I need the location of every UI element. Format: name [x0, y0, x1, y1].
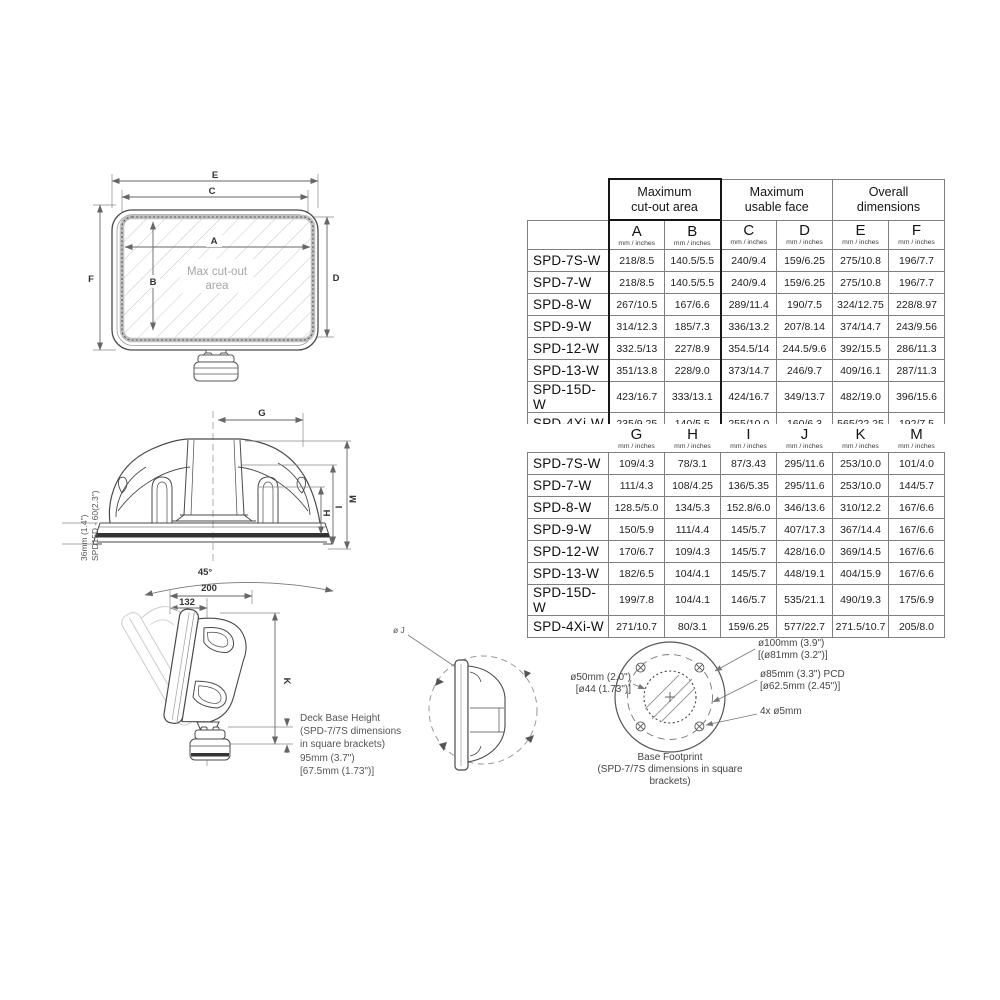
base-footprint-drawing [545, 622, 895, 802]
dimension-value: 167/6.6 [889, 563, 945, 585]
column-head-d [777, 220, 833, 250]
dimension-value: 295/11.6 [777, 453, 833, 475]
dimension-value: 104/4.1 [665, 585, 721, 616]
dimension-value: 152.8/6.0 [721, 497, 777, 519]
group-overall-line2: dimensions [856, 199, 921, 214]
column-head-a [609, 220, 665, 250]
label-column-head [528, 220, 609, 250]
footprint-caption-line2: (SPD-7/7S dimensions in square [597, 764, 743, 775]
dimension-value: 109/4.3 [665, 541, 721, 563]
dimension-value: 275/10.8 [833, 250, 889, 272]
table-row [528, 360, 945, 382]
dimension-value: 128.5/5.0 [609, 497, 665, 519]
footprint-caption-line3: brackets) [649, 776, 691, 787]
dimension-value: 336/13.2 [721, 316, 777, 338]
model-name: SPD-9-W [528, 519, 609, 541]
unit-m: mm / inches [898, 442, 935, 450]
dimension-value: 145/5.7 [721, 519, 777, 541]
dimension-value: 253/10.0 [833, 453, 889, 475]
dimension-value: 228/9.0 [665, 360, 721, 382]
group-header-overall [833, 179, 945, 220]
mount-base-tilt [190, 722, 230, 760]
dimension-value: 87/3.43 [721, 453, 777, 475]
tilt-view-drawing [105, 558, 340, 823]
dimension-value: 167/6.6 [889, 497, 945, 519]
dimension-value: 199/7.8 [609, 585, 665, 616]
dim-label-h: H [322, 509, 333, 517]
dim-label-d: D [332, 273, 340, 284]
dimension-value: 145/5.7 [721, 541, 777, 563]
label-column-head-2 [528, 424, 609, 453]
dimension-value: 253/10.0 [833, 475, 889, 497]
dimension-value: 373/14.7 [721, 360, 777, 382]
dimension-value: 267/10.5 [609, 294, 665, 316]
dimension-value: 535/21.1 [777, 585, 833, 616]
dim-label-f: F [88, 274, 94, 285]
dimension-value: 369/14.5 [833, 541, 889, 563]
dimension-value: 104/4.1 [665, 563, 721, 585]
dimension-table-a-f [527, 178, 945, 436]
group-usable-line2: usable face [744, 199, 809, 214]
letter-m: M [910, 425, 923, 443]
letter-c: C [743, 222, 755, 240]
dimension-value: 167/6.6 [889, 519, 945, 541]
device-profile [455, 660, 505, 770]
column-head-h [665, 424, 721, 453]
table-row [528, 453, 945, 475]
dimension-value: 324/12.75 [833, 294, 889, 316]
dimension-value: 190/7.5 [777, 294, 833, 316]
column-head-b [665, 220, 721, 250]
dim-label-132: 132 [179, 597, 195, 608]
dimension-value: 109/4.3 [609, 453, 665, 475]
dim-label-c: C [208, 186, 216, 197]
dim-label-a: A [210, 236, 218, 247]
unit-d: mm / inches [786, 239, 823, 247]
group-cutout-line2: cut-out area [631, 199, 698, 214]
dimension-value: 218/8.5 [609, 272, 665, 294]
column-head-e [833, 220, 889, 250]
model-name: SPD-4Xi-W [528, 616, 609, 638]
label-d85-line2: [ø62.5mm (2.45")] [760, 681, 841, 692]
dimension-value: 351/13.8 [609, 360, 665, 382]
letter-h: H [687, 425, 698, 443]
cutout-label-line1: Max cut-out [186, 266, 248, 278]
housing-outline [109, 439, 320, 523]
column-letter-row [528, 220, 945, 250]
unit-e: mm / inches [842, 239, 879, 247]
letter-i: I [746, 425, 751, 443]
table-row [528, 475, 945, 497]
table-row [528, 316, 945, 338]
table-row [528, 616, 945, 638]
dimension-value: 244.5/9.6 [777, 338, 833, 360]
column-letter-row-2 [528, 424, 945, 453]
dimension-value: 159/6.25 [777, 272, 833, 294]
letter-d: D [799, 222, 810, 240]
dim-label-m: M [348, 495, 359, 503]
label-d100-line1: ø100mm (3.9") [758, 638, 825, 649]
dimension-value: 409/16.1 [833, 360, 889, 382]
letter-b: B [687, 222, 698, 240]
dimension-value: 354.5/14 [721, 338, 777, 360]
height-note-line2: SPD15D - 60(2.3") [90, 490, 100, 561]
table-row [528, 382, 945, 413]
dim-label-i: I [334, 505, 345, 509]
dim-label-j: ø J [393, 625, 405, 635]
unit-k: mm / inches [842, 442, 879, 450]
unit-a: mm / inches [618, 239, 656, 247]
dimension-value: 404/15.9 [833, 563, 889, 585]
table-row [528, 338, 945, 360]
dimension-value: 490/19.3 [833, 585, 889, 616]
dimension-value: 101/4.0 [889, 453, 945, 475]
deck-note-line5: [67.5mm (1.73")] [300, 765, 375, 777]
label-d50-line1: ø50mm (2.0") [570, 672, 631, 683]
group-header-row [528, 179, 945, 220]
column-head-g [609, 424, 665, 453]
dimension-value: 396/15.6 [889, 382, 945, 413]
table-row [528, 519, 945, 541]
letter-g: G [630, 425, 643, 443]
model-name: SPD-15D-W [528, 585, 609, 616]
table2-container [527, 424, 945, 638]
note-extension-lines [62, 413, 351, 549]
model-name: SPD-9-W [528, 316, 609, 338]
dimension-table-g-m [527, 424, 945, 638]
model-name: SPD-7-W [528, 272, 609, 294]
dimension-value: 207/8.14 [777, 316, 833, 338]
label-d100-line2: [(ø81mm (3.2")] [758, 650, 828, 661]
dimension-value: 349/13.7 [777, 382, 833, 413]
group-header-cutout [609, 179, 721, 220]
column-head-c [721, 220, 777, 250]
group-header-usable-face [721, 179, 833, 220]
dimension-value: 80/3.1 [665, 616, 721, 638]
dim-label-e: E [211, 170, 219, 181]
column-head-i [721, 424, 777, 453]
table1-container [527, 178, 945, 436]
dimension-value: 136/5.35 [721, 475, 777, 497]
height-note-line1: 36mm (1.4") [79, 514, 89, 561]
dimension-value: 228/8.97 [889, 294, 945, 316]
dim-label-g: G [258, 408, 266, 419]
blank-corner-cell [528, 179, 609, 220]
table-row [528, 294, 945, 316]
deck-note-line3: in square brackets) [300, 739, 386, 751]
dimension-value: 374/14.7 [833, 316, 889, 338]
group-cutout-line1: Maximum [637, 184, 692, 199]
unit-j: mm / inches [786, 442, 823, 450]
dimension-value: 140.5/5.5 [665, 272, 721, 294]
front-view-drawing [60, 158, 360, 408]
dimension-value: 482/19.0 [833, 382, 889, 413]
column-head-m [889, 424, 945, 453]
dimension-value: 346/13.6 [777, 497, 833, 519]
dimension-value: 111/4.4 [665, 519, 721, 541]
dimension-value: 271.5/10.7 [833, 616, 889, 638]
unit-h: mm / inches [674, 442, 711, 450]
letter-k: K [855, 425, 866, 443]
dimension-value: 423/16.7 [609, 382, 665, 413]
dimension-value: 205/8.0 [889, 616, 945, 638]
table2-body [528, 453, 945, 638]
dimension-value: 167/6.6 [665, 294, 721, 316]
column-head-k [833, 424, 889, 453]
dimension-value: 287/11.3 [889, 360, 945, 382]
dimension-value: 144/5.7 [889, 475, 945, 497]
dimension-value: 150/5.9 [609, 519, 665, 541]
dimension-value: 170/6.7 [609, 541, 665, 563]
model-name: SPD-7-W [528, 475, 609, 497]
model-name: SPD-8-W [528, 497, 609, 519]
model-name: SPD-8-W [528, 294, 609, 316]
group-usable-line1: Maximum [749, 184, 804, 199]
dimension-value: 295/11.6 [777, 475, 833, 497]
unit-b: mm / inches [673, 239, 711, 247]
dimension-value: 159/6.25 [777, 250, 833, 272]
model-name: SPD-15D-W [528, 382, 609, 413]
model-name: SPD-7S-W [528, 250, 609, 272]
mount-stem [172, 440, 256, 521]
dimension-value: 108/4.25 [665, 475, 721, 497]
table-row [528, 541, 945, 563]
dimension-value: 182/6.5 [609, 563, 665, 585]
model-name: SPD-7S-W [528, 453, 609, 475]
letter-e: E [855, 222, 866, 240]
dimension-value: 243/9.56 [889, 316, 945, 338]
dimension-value: 310/12.2 [833, 497, 889, 519]
table1-body [528, 250, 945, 436]
letter-f: F [911, 222, 922, 240]
dimension-value: 333/13.1 [665, 382, 721, 413]
unit-g: mm / inches [618, 442, 655, 450]
dimension-value: 428/16.0 [777, 541, 833, 563]
unit-c: mm / inches [730, 239, 768, 247]
dimension-value: 240/9.4 [721, 250, 777, 272]
footprint-caption-line1: Base Footprint [637, 752, 703, 763]
dimension-value: 196/7.7 [889, 272, 945, 294]
unit-f: mm / inches [898, 239, 935, 247]
dimension-value: 146/5.7 [721, 585, 777, 616]
dimension-value: 271/10.7 [609, 616, 665, 638]
dimension-value: 159/6.25 [721, 616, 777, 638]
dimension-value: 218/8.5 [609, 250, 665, 272]
deck-note-line2: (SPD-7/7S dimensions [300, 726, 402, 738]
dimension-value: 78/3.1 [665, 453, 721, 475]
dimension-value: 134/5.3 [665, 497, 721, 519]
dimension-value: 240/9.4 [721, 272, 777, 294]
dimension-value: 246/9.7 [777, 360, 833, 382]
dimension-value: 167/6.6 [889, 541, 945, 563]
dimension-value: 111/4.3 [609, 475, 665, 497]
dimension-value: 185/7.3 [665, 316, 721, 338]
footprint-leader-lines [633, 649, 757, 725]
dim-label-k: K [281, 677, 292, 685]
unit-i: mm / inches [730, 442, 767, 450]
dim-label-200: 200 [201, 583, 217, 594]
swing-leader-line [408, 635, 457, 668]
model-name: SPD-12-W [528, 338, 609, 360]
dimension-value: 448/19.1 [777, 563, 833, 585]
cutout-label-line2: area [205, 280, 229, 292]
dimension-value: 392/15.5 [833, 338, 889, 360]
dimension-value: 175/6.9 [889, 585, 945, 616]
model-name: SPD-13-W [528, 360, 609, 382]
display-tilted [163, 608, 251, 733]
dimension-value: 227/8.9 [665, 338, 721, 360]
label-bolts: 4x ø5mm [760, 706, 802, 717]
deck-note-line1: Deck Base Height [300, 713, 381, 724]
dimension-value: 275/10.8 [833, 272, 889, 294]
letter-j: J [800, 425, 809, 443]
dimension-value: 140.5/5.5 [665, 250, 721, 272]
dimension-value: 577/22.7 [777, 616, 833, 638]
tilt-angle-label: 45° [197, 567, 213, 578]
mount-base-front [194, 350, 238, 381]
dimension-value: 289/11.4 [721, 294, 777, 316]
column-head-j [777, 424, 833, 453]
table-row [528, 585, 945, 616]
column-head-f [889, 220, 945, 250]
dimension-value: 424/16.7 [721, 382, 777, 413]
dimension-value: 145/5.7 [721, 563, 777, 585]
table-row [528, 563, 945, 585]
group-overall-line1: Overall [868, 184, 909, 199]
model-name: SPD-12-W [528, 541, 609, 563]
dimension-value: 332.5/13 [609, 338, 665, 360]
dimension-value: 196/7.7 [889, 250, 945, 272]
center-cross [665, 692, 675, 702]
dimension-value: 314/12.3 [609, 316, 665, 338]
letter-a: A [631, 222, 642, 240]
dim-label-b: B [149, 277, 157, 288]
flange [93, 523, 332, 544]
dimension-value: 407/17.3 [777, 519, 833, 541]
table-row [528, 250, 945, 272]
tilt-angle-arc [145, 582, 333, 595]
label-d50-line2: [ø44 (1.73")] [575, 684, 631, 695]
table-row [528, 272, 945, 294]
label-d85-line1: ø85mm (3.3") PCD [760, 669, 845, 680]
dimension-value: 367/14.4 [833, 519, 889, 541]
table-row [528, 497, 945, 519]
dimension-value: 286/11.3 [889, 338, 945, 360]
model-name: SPD-13-W [528, 563, 609, 585]
deck-note-line4: 95mm (3.7") [300, 752, 355, 764]
